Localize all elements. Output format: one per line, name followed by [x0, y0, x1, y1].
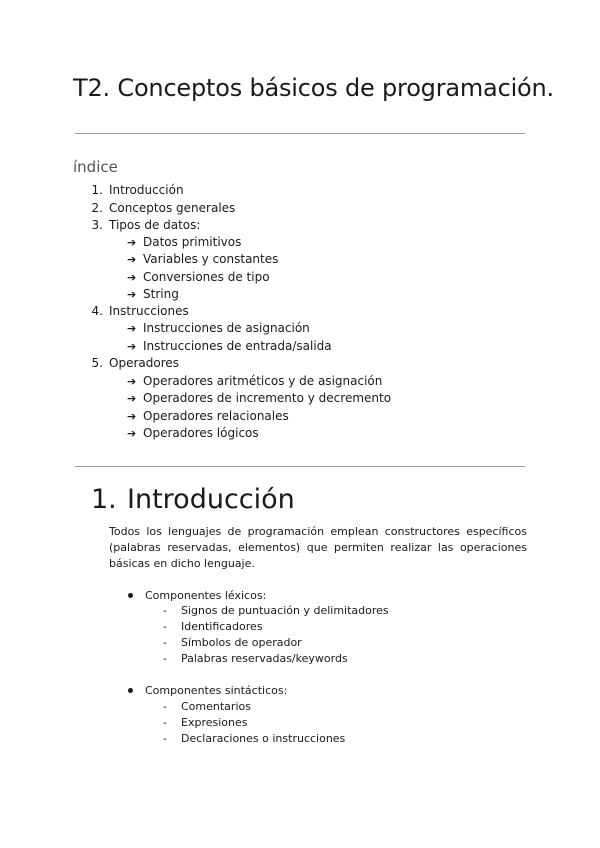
section-paragraph: Todos los lenguajes de programación emplean constructores específicos (palabras reservadas, elementos) que permiten realizar las operaciones básicas en dicho lenguaje.: [109, 525, 527, 570]
sub-item: Comentarios: [181, 700, 251, 713]
divider: [75, 133, 525, 134]
arrow-right-icon: ➔: [127, 288, 137, 301]
toc-item: [91, 356, 179, 370]
sub-item: Símbolos de operador: [181, 636, 302, 649]
toc-item-label: Operadores: [109, 356, 179, 370]
sub-item: Declaraciones o instrucciones: [181, 732, 346, 745]
sub-item: Identificadores: [181, 620, 263, 633]
document-title: T2. Conceptos básicos de programación.: [73, 74, 554, 102]
toc-subitem-label: Instrucciones de entrada/salida: [143, 339, 332, 353]
toc-subitem: [127, 339, 332, 354]
toc-item: [91, 218, 201, 232]
bullet-icon: [128, 593, 133, 598]
sub-item: Palabras reservadas/keywords: [181, 652, 348, 665]
toc-item-label: Conceptos generales: [109, 201, 236, 215]
toc-subitem: [127, 374, 382, 389]
toc-subitem: [127, 321, 310, 336]
toc-item: [91, 201, 236, 215]
toc-item: [91, 304, 189, 318]
toc-subitem-label: Variables y constantes: [143, 252, 279, 266]
bullet-item-label: Componentes sintácticos:: [145, 684, 288, 697]
toc-subitem: [127, 426, 259, 441]
sub-item: Expresiones: [181, 716, 248, 729]
bullet-item-label: Componentes léxicos:: [145, 589, 267, 602]
sub-item: Signos de puntuación y delimitadores: [181, 604, 389, 617]
toc-subitem-label: Conversiones de tipo: [143, 270, 270, 284]
arrow-right-icon: ➔: [127, 427, 137, 440]
toc-item-number: 1.: [91, 183, 103, 197]
toc-item-number: 3.: [91, 218, 103, 232]
toc-subitem-label: Operadores aritméticos y de asignación: [143, 374, 383, 388]
toc-item-label: Tipos de datos:: [109, 218, 201, 232]
toc-subitem: [127, 287, 179, 302]
arrow-right-icon: ➔: [127, 340, 137, 353]
toc-subitem: [127, 409, 289, 424]
dash-icon: -: [163, 652, 167, 665]
toc-item-number: 4.: [91, 304, 103, 318]
divider: [75, 466, 525, 467]
arrow-right-icon: ➔: [127, 322, 137, 335]
dash-icon: -: [163, 732, 167, 745]
arrow-right-icon: ➔: [127, 236, 137, 249]
arrow-right-icon: ➔: [127, 375, 137, 388]
dash-icon: -: [163, 636, 167, 649]
arrow-right-icon: ➔: [127, 271, 137, 284]
dash-icon: -: [163, 700, 167, 713]
section-number: 1.: [91, 484, 117, 515]
toc-subitem-label: Instrucciones de asignación: [143, 321, 310, 335]
toc-subitem-label: Datos primitivos: [143, 235, 242, 249]
toc-subitem-label: String: [143, 287, 179, 301]
toc-item-label: Instrucciones: [109, 304, 189, 318]
toc-item: [91, 183, 184, 197]
arrow-right-icon: ➔: [127, 392, 137, 405]
toc-subitem: [127, 235, 241, 250]
toc-item-label: Introducción: [109, 183, 184, 197]
arrow-right-icon: ➔: [127, 410, 137, 423]
dash-icon: -: [163, 620, 167, 633]
dash-icon: -: [163, 716, 167, 729]
toc-subitem: [127, 391, 391, 406]
dash-icon: -: [163, 604, 167, 617]
bullet-icon: [128, 688, 133, 693]
toc-subitem: [127, 270, 270, 285]
toc-subitem-label: Operadores de incremento y decremento: [143, 391, 392, 405]
toc-item-number: 2.: [91, 201, 103, 215]
toc-heading: índice: [73, 158, 118, 176]
toc-item-number: 5.: [91, 356, 103, 370]
section-title: [91, 484, 295, 515]
toc-subitem-label: Operadores lógicos: [143, 426, 259, 440]
toc-subitem: [127, 252, 278, 267]
section-title-text: Introducción: [127, 484, 295, 515]
arrow-right-icon: ➔: [127, 253, 137, 266]
toc-subitem-label: Operadores relacionales: [143, 409, 289, 423]
